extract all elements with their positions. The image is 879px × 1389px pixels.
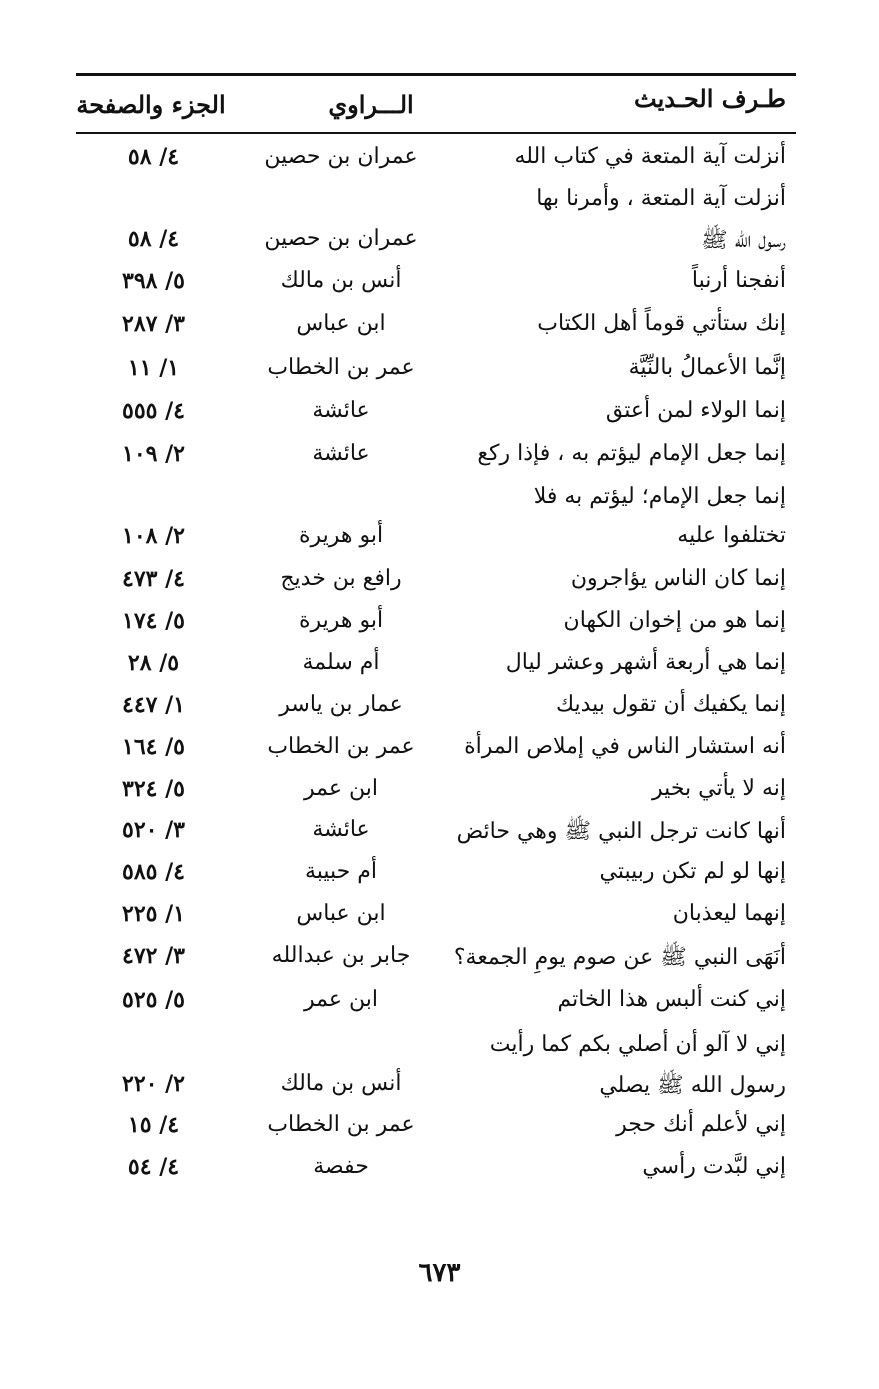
volume-page-ref: ٥/ ٥٢٥ — [122, 987, 185, 1013]
volume-page-ref: ٥/ ٣٩٨ — [122, 268, 185, 294]
hadith-text: رسول الله ﷺ — [701, 228, 786, 253]
volume-page-ref: ٤/ ٥٤ — [127, 1154, 180, 1180]
volume-page-ref: ٣/ ٥٢٠ — [122, 817, 185, 843]
hadith-text: إني لا آلو أن أصلي بكم كما رأيت — [489, 1032, 786, 1057]
hadith-text: أنفجنا أرنباً — [691, 268, 786, 293]
hadith-text: أنزلت آية المتعة ، وأمرنا بها — [536, 186, 786, 211]
volume-page-ref: ٤/ ٥٨ — [127, 144, 180, 170]
hadith-text: إنك ستأتي قوماً أهل الكتاب — [537, 311, 786, 336]
volume-page-ref: ٤/ ٥٥٥ — [122, 398, 185, 424]
table-row — [76, 772, 796, 814]
table-row — [76, 813, 796, 855]
volume-page-ref: ٣/ ٤٧٢ — [122, 943, 185, 969]
narrator-name: أنس بن مالك — [280, 1071, 402, 1096]
narrator-name: حفصة — [313, 1154, 369, 1179]
narrator-name: عمار بن ياسر — [279, 692, 403, 717]
table-row — [76, 222, 796, 264]
narrator-name: عمر بن الخطاب — [267, 1112, 415, 1137]
hadith-text: تختلفوا عليه — [677, 523, 786, 548]
table-row — [76, 646, 796, 688]
narrator-name: عائشة — [312, 398, 370, 423]
narrator-name: عمر بن الخطاب — [267, 355, 415, 380]
hadith-text: أنه استشار الناس في إملاص المرأة — [464, 734, 786, 759]
table-row — [76, 688, 796, 730]
page-number: ٦٧٣ — [418, 1258, 461, 1288]
hadith-text: إنما الولاء لمن أعتق — [605, 398, 786, 423]
narrator-name: عمر بن الخطاب — [267, 734, 415, 759]
table-row — [76, 140, 796, 182]
table-row — [76, 1150, 796, 1192]
hadith-text: إنما كان الناس يؤاجرون — [570, 566, 786, 591]
volume-page-ref: ٥/ ١٧٤ — [122, 608, 185, 634]
narrator-name: أنس بن مالك — [280, 268, 402, 293]
table-row — [76, 394, 796, 436]
hadith-text: إني لأعلم أنك حجر — [616, 1112, 786, 1137]
volume-page-ref: ١/ ٢٢٥ — [122, 901, 185, 927]
narrator-name: جابر بن عبدالله — [271, 943, 411, 968]
narrator-name: عمران بن حصين — [264, 144, 418, 169]
narrator-name: رافع بن خديج — [280, 566, 402, 591]
hadith-text: رسول الله ﷺ يصلي — [599, 1073, 786, 1098]
hadith-text: إنما يكفيك أن تقول بيديك — [555, 692, 786, 717]
hadith-text: إني كنت ألبس هذا الخاتم — [557, 987, 786, 1012]
hadith-text: إنما هو من إخوان الكهان — [563, 608, 786, 633]
table-row — [76, 182, 796, 224]
hadith-text: إنما جعل الإمام؛ ليؤتم به فلا — [533, 484, 786, 509]
table-row — [76, 730, 796, 772]
volume-page-ref: ٢/ ٢٢٠ — [122, 1071, 185, 1097]
table-header — [76, 78, 796, 130]
volume-page-ref: ٢/ ١٠٨ — [122, 523, 185, 549]
hadith-text: إنَّما الأعمالُ بالنِّيَّة — [628, 355, 786, 380]
hadith-text: إنهما ليعذبان — [672, 901, 786, 926]
volume-page-ref: ٤/ ٥٨٥ — [122, 859, 185, 885]
table-row — [76, 307, 796, 349]
hadith-text: أنَهَى النبي ﷺ عن صوم يومِ الجمعة؟ — [453, 945, 786, 970]
narrator-name: عائشة — [312, 817, 370, 842]
hadith-text: إنها لو لم تكن ربيبتي — [599, 859, 786, 884]
table-row — [76, 939, 796, 981]
volume-page-ref: ٤/ ١٥ — [127, 1112, 180, 1138]
hadith-text: أنزلت آية المتعة في كتاب الله — [514, 144, 786, 169]
hadith-text: إنه لا يأتي بخير — [652, 776, 786, 801]
header-narrator: الـــراوي — [328, 90, 414, 119]
narrator-name: عمران بن حصين — [264, 226, 418, 251]
volume-page-ref: ١/ ١١ — [127, 355, 180, 381]
narrator-name: أبو هريرة — [298, 523, 384, 548]
narrator-name: أبو هريرة — [298, 608, 384, 633]
header-volume-page: الجزء والصفحة — [76, 90, 226, 119]
table-row — [76, 855, 796, 897]
table-row — [76, 983, 796, 1025]
table-row — [76, 519, 796, 561]
narrator-name: ابن عمر — [304, 776, 378, 801]
narrator-name: ابن عباس — [296, 901, 386, 926]
narrator-name: عائشة — [312, 441, 370, 466]
table-row — [76, 437, 796, 479]
volume-page-ref: ٢/ ١٠٩ — [122, 441, 185, 467]
narrator-name: أم حبيبة — [304, 859, 378, 884]
volume-page-ref: ٤/ ٤٧٣ — [122, 566, 185, 592]
narrator-name: ابن عباس — [296, 311, 386, 336]
hadith-text: أنها كانت ترجل النبي ﷺ وهي حائض — [456, 819, 786, 844]
volume-page-ref: ٤/ ٥٨ — [127, 226, 180, 252]
volume-page-ref: ٣/ ٢٨٧ — [122, 311, 185, 337]
table-row — [76, 264, 796, 306]
table-row — [76, 351, 796, 393]
table-row — [76, 480, 796, 522]
top-rule — [76, 73, 796, 76]
table-row — [76, 1028, 796, 1070]
table-row — [76, 1067, 796, 1109]
header-rule — [76, 132, 796, 134]
narrator-name: ابن عمر — [304, 987, 378, 1012]
header-hadith: طـرف الحـديث — [634, 84, 786, 113]
table-row — [76, 1108, 796, 1150]
volume-page-ref: ١/ ٤٤٧ — [122, 692, 185, 718]
narrator-name: أم سلمة — [302, 650, 380, 675]
hadith-text: إنما هي أربعة أشهر وعشر ليال — [505, 650, 786, 675]
volume-page-ref: ٥/ ٣٢٤ — [122, 776, 185, 802]
table-row — [76, 562, 796, 604]
volume-page-ref: ٥/ ٢٨ — [127, 650, 180, 676]
table-row — [76, 604, 796, 646]
hadith-text: إنما جعل الإمام ليؤتم به ، فإذا ركع — [477, 441, 786, 466]
hadith-text: إني لبَّدت رأسي — [642, 1154, 786, 1179]
volume-page-ref: ٥/ ١٦٤ — [122, 734, 185, 760]
table-row — [76, 897, 796, 939]
